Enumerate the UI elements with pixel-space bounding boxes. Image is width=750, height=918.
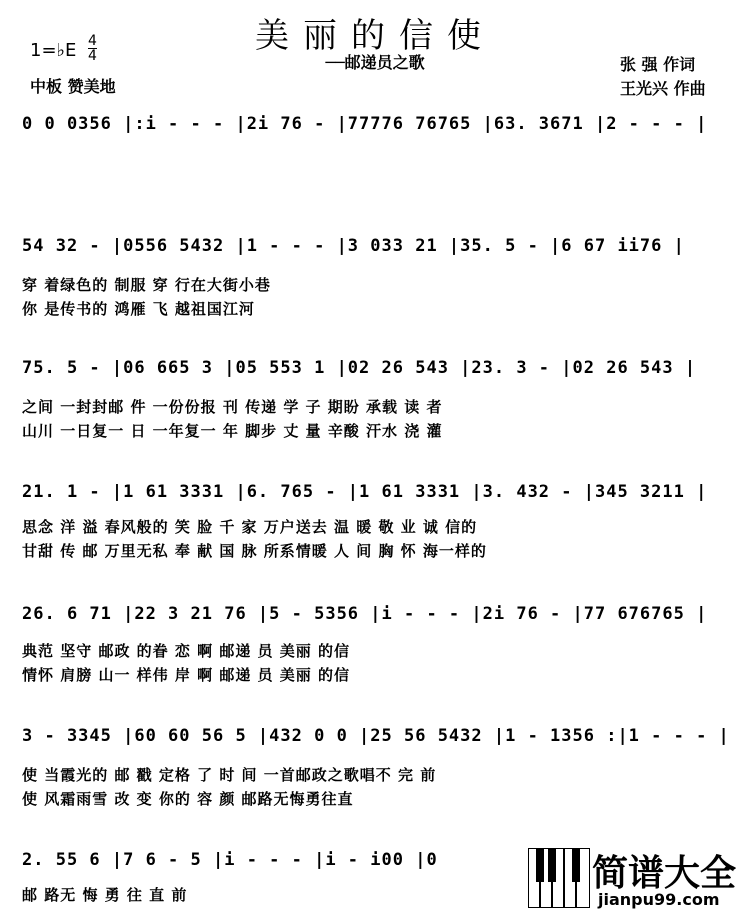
time-signature xyxy=(88,34,97,63)
lyric-line-5-verse-1: 典范 坚守 邮政 的眷 恋 啊 邮递 员 美丽 的信 xyxy=(22,642,351,660)
lyric-line-4-verse-2: 甘甜 传 邮 万里无私 奉 献 国 脉 所系情暖 人 间 胸 怀 海一样的 xyxy=(22,542,487,560)
watermark-url: jianpu99.com xyxy=(598,890,720,909)
tempo-marking: 中板 赞美地 xyxy=(30,77,116,96)
music-line-6: 3 - 3345 |60 60 56 5 |432 0 0 |25 56 5432 |1 - 1356 :|1 - - - | xyxy=(22,726,730,746)
lyric-line-5-verse-2: 情怀 肩膀 山一 样伟 岸 啊 邮递 员 美丽 的信 xyxy=(22,666,351,684)
page-title: 美丽的信使 xyxy=(255,16,495,56)
piano-keys-icon xyxy=(528,848,590,908)
lyric-line-6-verse-2: 使 风霜雨雪 改 变 你的 容 颜 邮路无悔勇往直 xyxy=(22,790,354,808)
music-line-1: 0 0 0356 |:i - - - |2i 76 - |77776 76765 |63. 3671 |2 - - - | xyxy=(22,114,708,134)
lyric-line-3-verse-2: 山川 一日复一 日 一年复一 年 脚步 丈 量 辛酸 汗水 浇 灌 xyxy=(22,422,443,440)
lyric-line-4-verse-1: 思念 洋 溢 春风般的 笑 脸 千 家 万户送去 温 暖 敬 业 诚 信的 xyxy=(22,518,478,536)
key-signature: 1=♭E xyxy=(30,40,77,61)
music-line-3: 75. 5 - |06 665 3 |05 553 1 |02 26 543 |23. 3 - |02 26 543 | xyxy=(22,358,697,378)
music-line-5: 26. 6 71 |22 3 21 76 |5 - 5356 |i - - - |2i 76 - |77 676765 | xyxy=(22,604,708,624)
lyric-line-3-verse-1: 之间 一封封邮 件 一份份报 刊 传递 学 子 期盼 承载 读 者 xyxy=(22,398,443,416)
page-subtitle: ──邮递员之歌 xyxy=(325,53,425,72)
watermark-text: 简谱大全 xyxy=(592,853,737,894)
meter-bottom: 4 xyxy=(88,48,97,64)
composer-credit: 王光兴 作曲 xyxy=(620,79,706,98)
music-line-2: 54 32 - |0556 5432 |1 - - - |3 033 21 |35. 5 - |6 67 ii76 | xyxy=(22,236,685,256)
music-line-4: 21. 1 - |1 61 3331 |6. 765 - |1 61 3331 |3. 432 - |345 3211 | xyxy=(22,482,708,502)
lyric-line-2-verse-2: 你 是传书的 鸿雁 飞 越祖国江河 xyxy=(22,300,255,318)
lyric-line-7-verse-1: 邮 路无 悔 勇 往 直 前 xyxy=(22,886,188,904)
lyric-line-2-verse-1: 穿 着绿色的 制服 穿 行在大街小巷 xyxy=(22,276,271,294)
meter-top: 4 xyxy=(88,33,97,49)
music-line-7: 2. 55 6 |7 6 - 5 |i - - - |i - i00 |0 xyxy=(22,850,438,870)
lyricist-credit: 张 强 作词 xyxy=(620,55,696,74)
lyric-line-6-verse-1: 使 当霞光的 邮 戳 定格 了 时 间 一首邮政之歌唱不 完 前 xyxy=(22,766,437,784)
